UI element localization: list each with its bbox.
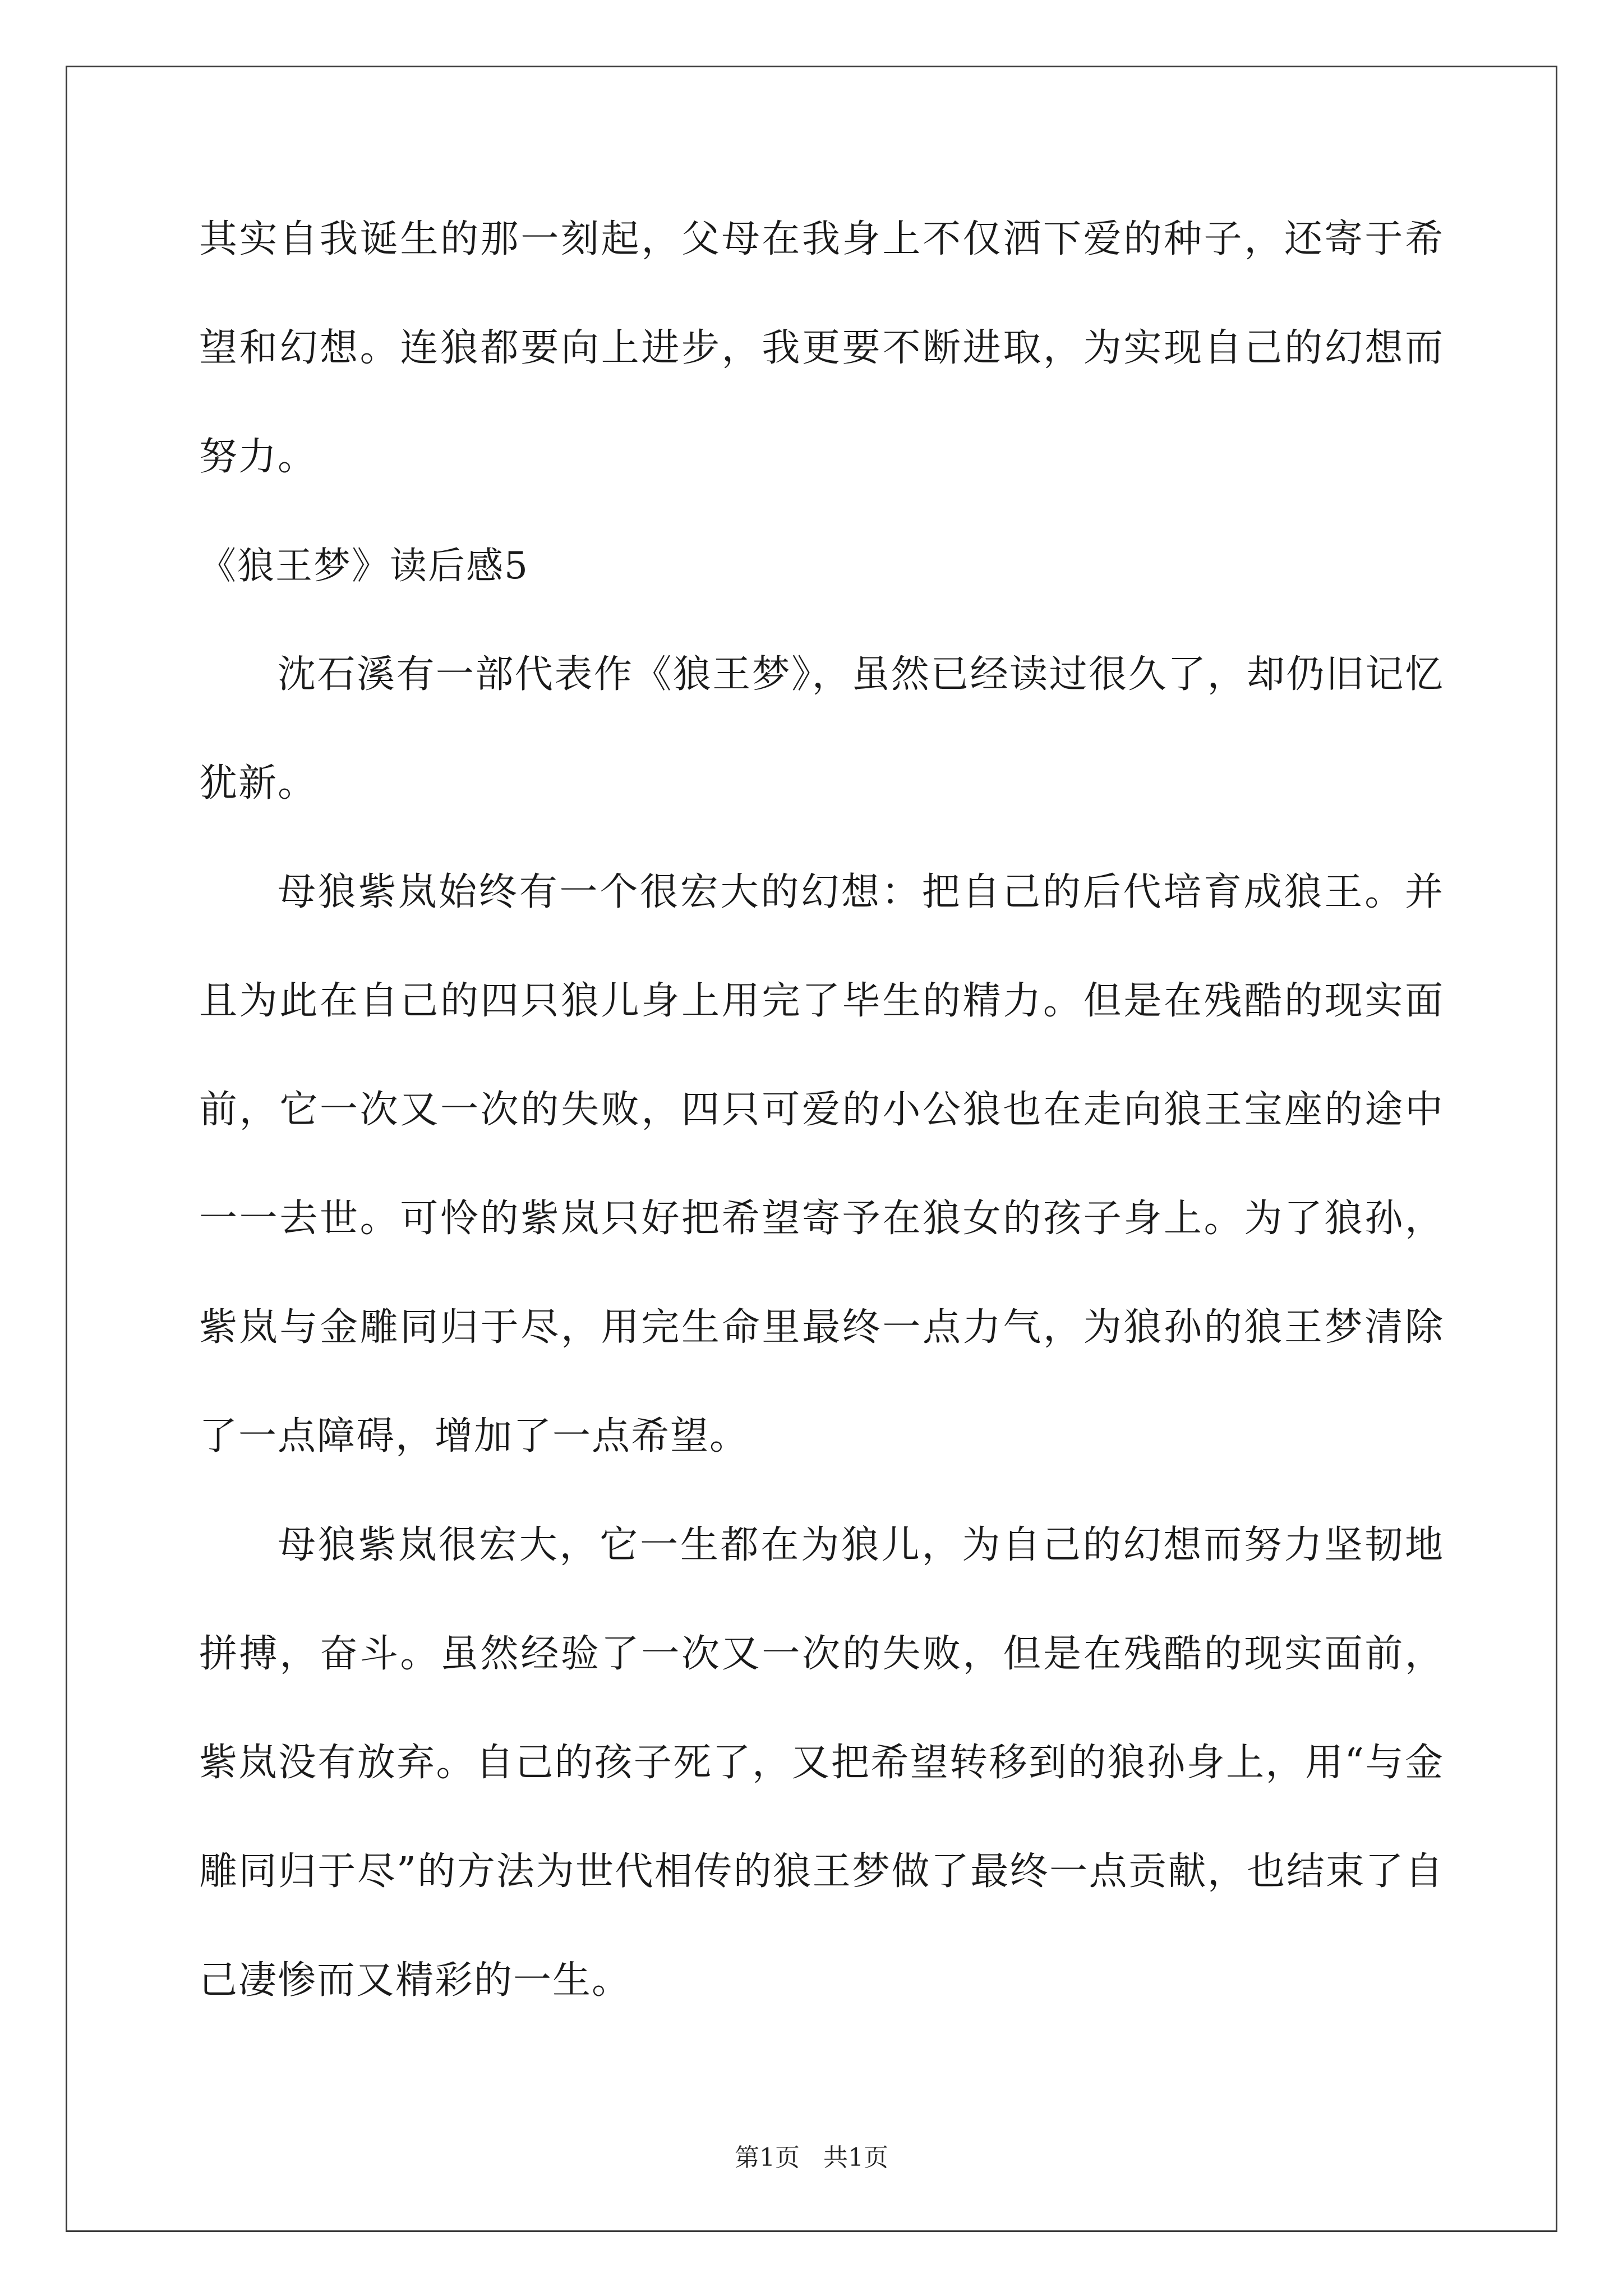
paragraph-2: 沈石溪有一部代表作《狼王梦》，虽然已经读过很久了，却仍旧记忆犹新。 — [199, 652, 1444, 806]
paragraph-1: 其实自我诞生的那一刻起，父母在我身上不仅洒下爱的种子，还寄于希望和幻想。连狼都要向上进步，我更要不断进取，为实现自己的幻想而努力。 — [199, 217, 1444, 479]
document-body — [199, 185, 1444, 2035]
paragraph-4: 母狼紫岚很宏大，它一生都在为狼儿，为自己的幻想而努力坚韧地拼搏，奋斗。虽然经验了一次又一次的失败，但是在残酷的现实面前，紫岚没有放弃。自己的孩子死了，又把希望转移到的狼孙身上，用“与金雕同归于尽”的方法为世代相传的狼王梦做了最终一点贡献，也结束了自己凄惨而又精彩的一生。 — [199, 1523, 1444, 2003]
page-footer: 第1页 共1页 — [735, 2143, 888, 2172]
paragraph-3: 母狼紫岚始终有一个很宏大的幻想：把自己的后代培育成狼王。并且为此在自己的四只狼儿身上用完了毕生的精力。但是在残酷的现实面前，它一次又一次的失败，四只可爱的小公狼也在走向狼王宝座的途中一一去世。可怜的紫岚只好把希望寄予在狼女的孩子身上。为了狼孙，紫岚与金雕同归于尽，用完生命里最终一点力气，为狼孙的狼王梦清除了一点障碍，增加了一点希望。 — [199, 870, 1444, 1458]
essay-heading: 《狼王梦》读后感5 — [199, 544, 529, 587]
